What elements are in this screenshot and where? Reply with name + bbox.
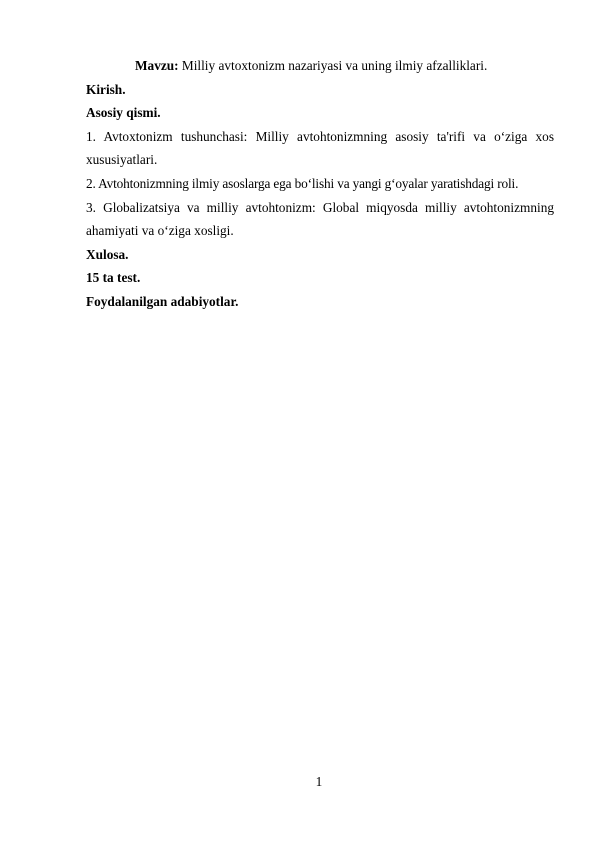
- main-heading: Asosiy qismi.: [86, 105, 161, 121]
- title-label: Mavzu:: [135, 58, 179, 73]
- page-number: 1: [315, 774, 323, 789]
- outline-item-3: 3. Globalizatsiya va milliy avtohtonizm: Global miqyosda milliy avtohtonizmning ahamiyati va o‘ziga xosligi.: [86, 199, 554, 239]
- outline-item-2: 2. Avtohtonizmning ilmiy asoslarga ega bo‘lishi va yangi g‘oyalar yaratishdagi roli.: [86, 175, 519, 191]
- outline-item-1: 1. Avtoxtonizm tushunchasi: Milliy avtohtonizmning asosiy ta'rifi va o‘ziga xos xususiyatlari.: [86, 128, 554, 168]
- title-text: Milliy avtoxtonizm nazariyasi va uning ilmiy afzalliklari.: [178, 58, 488, 73]
- references-heading: Foydalanilgan adabiyotlar.: [86, 293, 239, 309]
- intro-heading: Kirish.: [86, 81, 126, 97]
- conclusion-heading: Xulosa.: [86, 246, 129, 262]
- document-title: [86, 54, 554, 78]
- test-heading: 15 ta test.: [86, 270, 141, 286]
- document-content: [86, 54, 554, 314]
